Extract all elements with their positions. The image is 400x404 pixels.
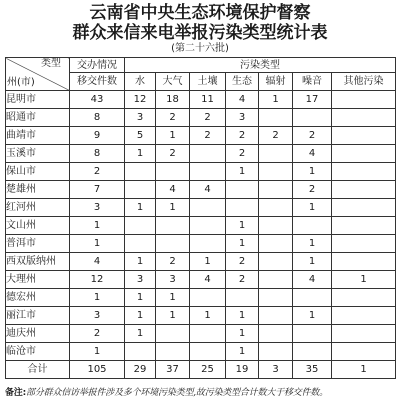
value-cell: 4 xyxy=(226,91,259,109)
value-cell: 2 xyxy=(190,109,226,127)
value-cell xyxy=(332,181,396,199)
value-cell xyxy=(259,181,293,199)
column-header: 土壤 xyxy=(190,73,226,91)
value-cell xyxy=(190,343,226,361)
column-header: 移交件数 xyxy=(70,73,125,91)
value-cell: 1 xyxy=(125,307,156,325)
table-row xyxy=(6,199,396,217)
value-cell xyxy=(125,163,156,181)
value-cell: 3 xyxy=(125,109,156,127)
table-row xyxy=(6,253,396,271)
value-cell: 2 xyxy=(70,325,125,343)
value-cell xyxy=(259,199,293,217)
value-cell: 1 xyxy=(293,253,332,271)
value-cell xyxy=(190,145,226,163)
value-cell xyxy=(190,199,226,217)
value-cell xyxy=(190,217,226,235)
table-row xyxy=(6,181,396,199)
value-cell: 4 xyxy=(156,181,190,199)
column-header: 噪音 xyxy=(293,73,332,91)
table-row xyxy=(6,127,396,145)
value-cell xyxy=(226,289,259,307)
value-cell: 1 xyxy=(190,307,226,325)
value-cell: 1 xyxy=(293,199,332,217)
value-cell xyxy=(259,235,293,253)
prefecture-name: 保山市 xyxy=(6,163,70,181)
value-cell: 29 xyxy=(125,361,156,379)
prefecture-name: 昭通市 xyxy=(6,109,70,127)
table-row xyxy=(6,289,396,307)
value-cell xyxy=(293,343,332,361)
value-cell: 1 xyxy=(226,217,259,235)
value-cell: 1 xyxy=(156,289,190,307)
pollution-statistics-table xyxy=(5,57,396,379)
value-cell: 3 xyxy=(70,307,125,325)
value-cell xyxy=(259,109,293,127)
value-cell xyxy=(332,343,396,361)
value-cell xyxy=(332,217,396,235)
value-cell: 1 xyxy=(293,235,332,253)
value-cell: 1 xyxy=(125,199,156,217)
value-cell: 2 xyxy=(156,109,190,127)
prefecture-name: 玉溪市 xyxy=(6,145,70,163)
batch-subtitle: (第二十六批) xyxy=(171,43,229,54)
value-cell xyxy=(156,163,190,181)
value-cell: 1 xyxy=(125,145,156,163)
value-cell xyxy=(293,325,332,343)
value-cell: 1 xyxy=(156,127,190,145)
prefecture-name: 德宏州 xyxy=(6,289,70,307)
value-cell: 12 xyxy=(125,91,156,109)
value-cell: 1 xyxy=(226,163,259,181)
value-cell: 25 xyxy=(190,361,226,379)
value-cell: 2 xyxy=(226,127,259,145)
value-cell: 2 xyxy=(226,271,259,289)
column-header: 生态 xyxy=(226,73,259,91)
value-cell: 1 xyxy=(125,289,156,307)
prefecture-name: 西双版纳州 xyxy=(6,253,70,271)
value-cell: 1 xyxy=(190,253,226,271)
value-cell: 2 xyxy=(226,145,259,163)
value-cell xyxy=(259,289,293,307)
column-header: 辐射 xyxy=(259,73,293,91)
table-row xyxy=(6,91,396,109)
value-cell: 1 xyxy=(332,271,396,289)
diagonal-header-cell xyxy=(6,58,70,91)
value-cell: 1 xyxy=(332,361,396,379)
value-cell: 1 xyxy=(259,91,293,109)
value-cell xyxy=(332,289,396,307)
value-cell: 2 xyxy=(293,181,332,199)
value-cell: 37 xyxy=(156,361,190,379)
value-cell: 8 xyxy=(70,145,125,163)
value-cell: 12 xyxy=(70,271,125,289)
value-cell: 4 xyxy=(293,271,332,289)
value-cell xyxy=(332,199,396,217)
corner-label-prefecture: 州(市) xyxy=(7,77,35,88)
prefecture-name: 普洱市 xyxy=(6,235,70,253)
value-cell: 4 xyxy=(293,145,332,163)
value-cell: 17 xyxy=(293,91,332,109)
table-row xyxy=(6,343,396,361)
value-cell: 2 xyxy=(293,127,332,145)
value-cell: 2 xyxy=(156,145,190,163)
footnote-label: 备注: xyxy=(5,388,26,398)
value-cell xyxy=(156,235,190,253)
value-cell: 3 xyxy=(125,271,156,289)
value-cell xyxy=(259,217,293,235)
value-cell: 1 xyxy=(156,199,190,217)
value-cell xyxy=(332,307,396,325)
table-row xyxy=(6,271,396,289)
value-cell xyxy=(293,109,332,127)
prefecture-name: 文山州 xyxy=(6,217,70,235)
column-header: 大气 xyxy=(156,73,190,91)
value-cell xyxy=(226,199,259,217)
value-cell: 1 xyxy=(226,343,259,361)
value-cell xyxy=(332,253,396,271)
value-cell: 8 xyxy=(70,109,125,127)
value-cell xyxy=(259,145,293,163)
table-row xyxy=(6,325,396,343)
value-cell: 3 xyxy=(156,271,190,289)
value-cell xyxy=(125,181,156,199)
value-cell xyxy=(332,127,396,145)
value-cell xyxy=(332,163,396,181)
value-cell: 11 xyxy=(190,91,226,109)
corner-label-type: 类型 xyxy=(41,58,61,69)
value-cell xyxy=(259,325,293,343)
value-cell xyxy=(125,235,156,253)
value-cell: 1 xyxy=(70,217,125,235)
value-cell: 3 xyxy=(70,199,125,217)
prefecture-name: 昆明市 xyxy=(6,91,70,109)
value-cell xyxy=(125,217,156,235)
value-cell xyxy=(332,145,396,163)
table-row xyxy=(6,145,396,163)
total-row xyxy=(6,361,396,379)
value-cell xyxy=(293,217,332,235)
footnote-text: 部分群众信访举报件涉及多个环境污染类型,故污染类型合计数大于移交件数。 xyxy=(26,388,328,398)
value-cell: 1 xyxy=(125,253,156,271)
table-row xyxy=(6,109,396,127)
value-cell xyxy=(259,307,293,325)
value-cell xyxy=(259,163,293,181)
prefecture-name: 临沧市 xyxy=(6,343,70,361)
value-cell xyxy=(125,343,156,361)
value-cell: 2 xyxy=(259,127,293,145)
value-cell xyxy=(259,271,293,289)
prefecture-name: 大理州 xyxy=(6,271,70,289)
column-header: 其他污染 xyxy=(332,73,396,91)
value-cell: 2 xyxy=(70,163,125,181)
value-cell: 2 xyxy=(190,127,226,145)
value-cell xyxy=(332,91,396,109)
value-cell xyxy=(190,289,226,307)
value-cell: 7 xyxy=(70,181,125,199)
value-cell xyxy=(190,325,226,343)
page-title: 云南省中央生态环境保护督察 xyxy=(89,3,311,23)
prefecture-name: 红河州 xyxy=(6,199,70,217)
value-cell: 2 xyxy=(156,253,190,271)
value-cell: 43 xyxy=(70,91,125,109)
value-cell xyxy=(156,325,190,343)
value-cell: 2 xyxy=(226,253,259,271)
value-cell xyxy=(293,289,332,307)
value-cell: 1 xyxy=(156,307,190,325)
value-cell: 4 xyxy=(190,181,226,199)
value-cell: 19 xyxy=(226,361,259,379)
value-cell: 1 xyxy=(70,235,125,253)
value-cell: 105 xyxy=(70,361,125,379)
value-cell xyxy=(156,343,190,361)
value-cell xyxy=(190,163,226,181)
value-cell: 1 xyxy=(226,325,259,343)
value-cell xyxy=(259,253,293,271)
value-cell xyxy=(332,109,396,127)
prefecture-name: 迪庆州 xyxy=(6,325,70,343)
value-cell: 1 xyxy=(226,307,259,325)
table-row xyxy=(6,163,396,181)
prefecture-name: 楚雄州 xyxy=(6,181,70,199)
table-row xyxy=(6,235,396,253)
value-cell: 1 xyxy=(293,307,332,325)
value-cell: 4 xyxy=(70,253,125,271)
footnote xyxy=(5,387,397,399)
value-cell: 3 xyxy=(226,109,259,127)
value-cell: 1 xyxy=(70,343,125,361)
prefecture-name: 曲靖市 xyxy=(6,127,70,145)
value-cell xyxy=(332,235,396,253)
value-cell: 35 xyxy=(293,361,332,379)
prefecture-name: 丽江市 xyxy=(6,307,70,325)
value-cell: 4 xyxy=(190,271,226,289)
total-label: 合计 xyxy=(6,361,70,379)
page-title-line2: 群众来信来电举报污染类型统计表 xyxy=(72,23,328,43)
value-cell: 9 xyxy=(70,127,125,145)
group-header-handover: 交办情况 xyxy=(70,58,125,73)
value-cell xyxy=(156,217,190,235)
value-cell xyxy=(190,235,226,253)
table-row xyxy=(6,217,396,235)
value-cell xyxy=(259,343,293,361)
value-cell: 3 xyxy=(259,361,293,379)
value-cell: 1 xyxy=(226,235,259,253)
value-cell: 1 xyxy=(293,163,332,181)
group-header-pollution-type: 污染类型 xyxy=(125,58,396,73)
value-cell xyxy=(332,325,396,343)
value-cell: 18 xyxy=(156,91,190,109)
value-cell xyxy=(226,181,259,199)
value-cell: 1 xyxy=(125,325,156,343)
table-row xyxy=(6,307,396,325)
column-header: 水 xyxy=(125,73,156,91)
value-cell: 1 xyxy=(70,289,125,307)
value-cell: 5 xyxy=(125,127,156,145)
